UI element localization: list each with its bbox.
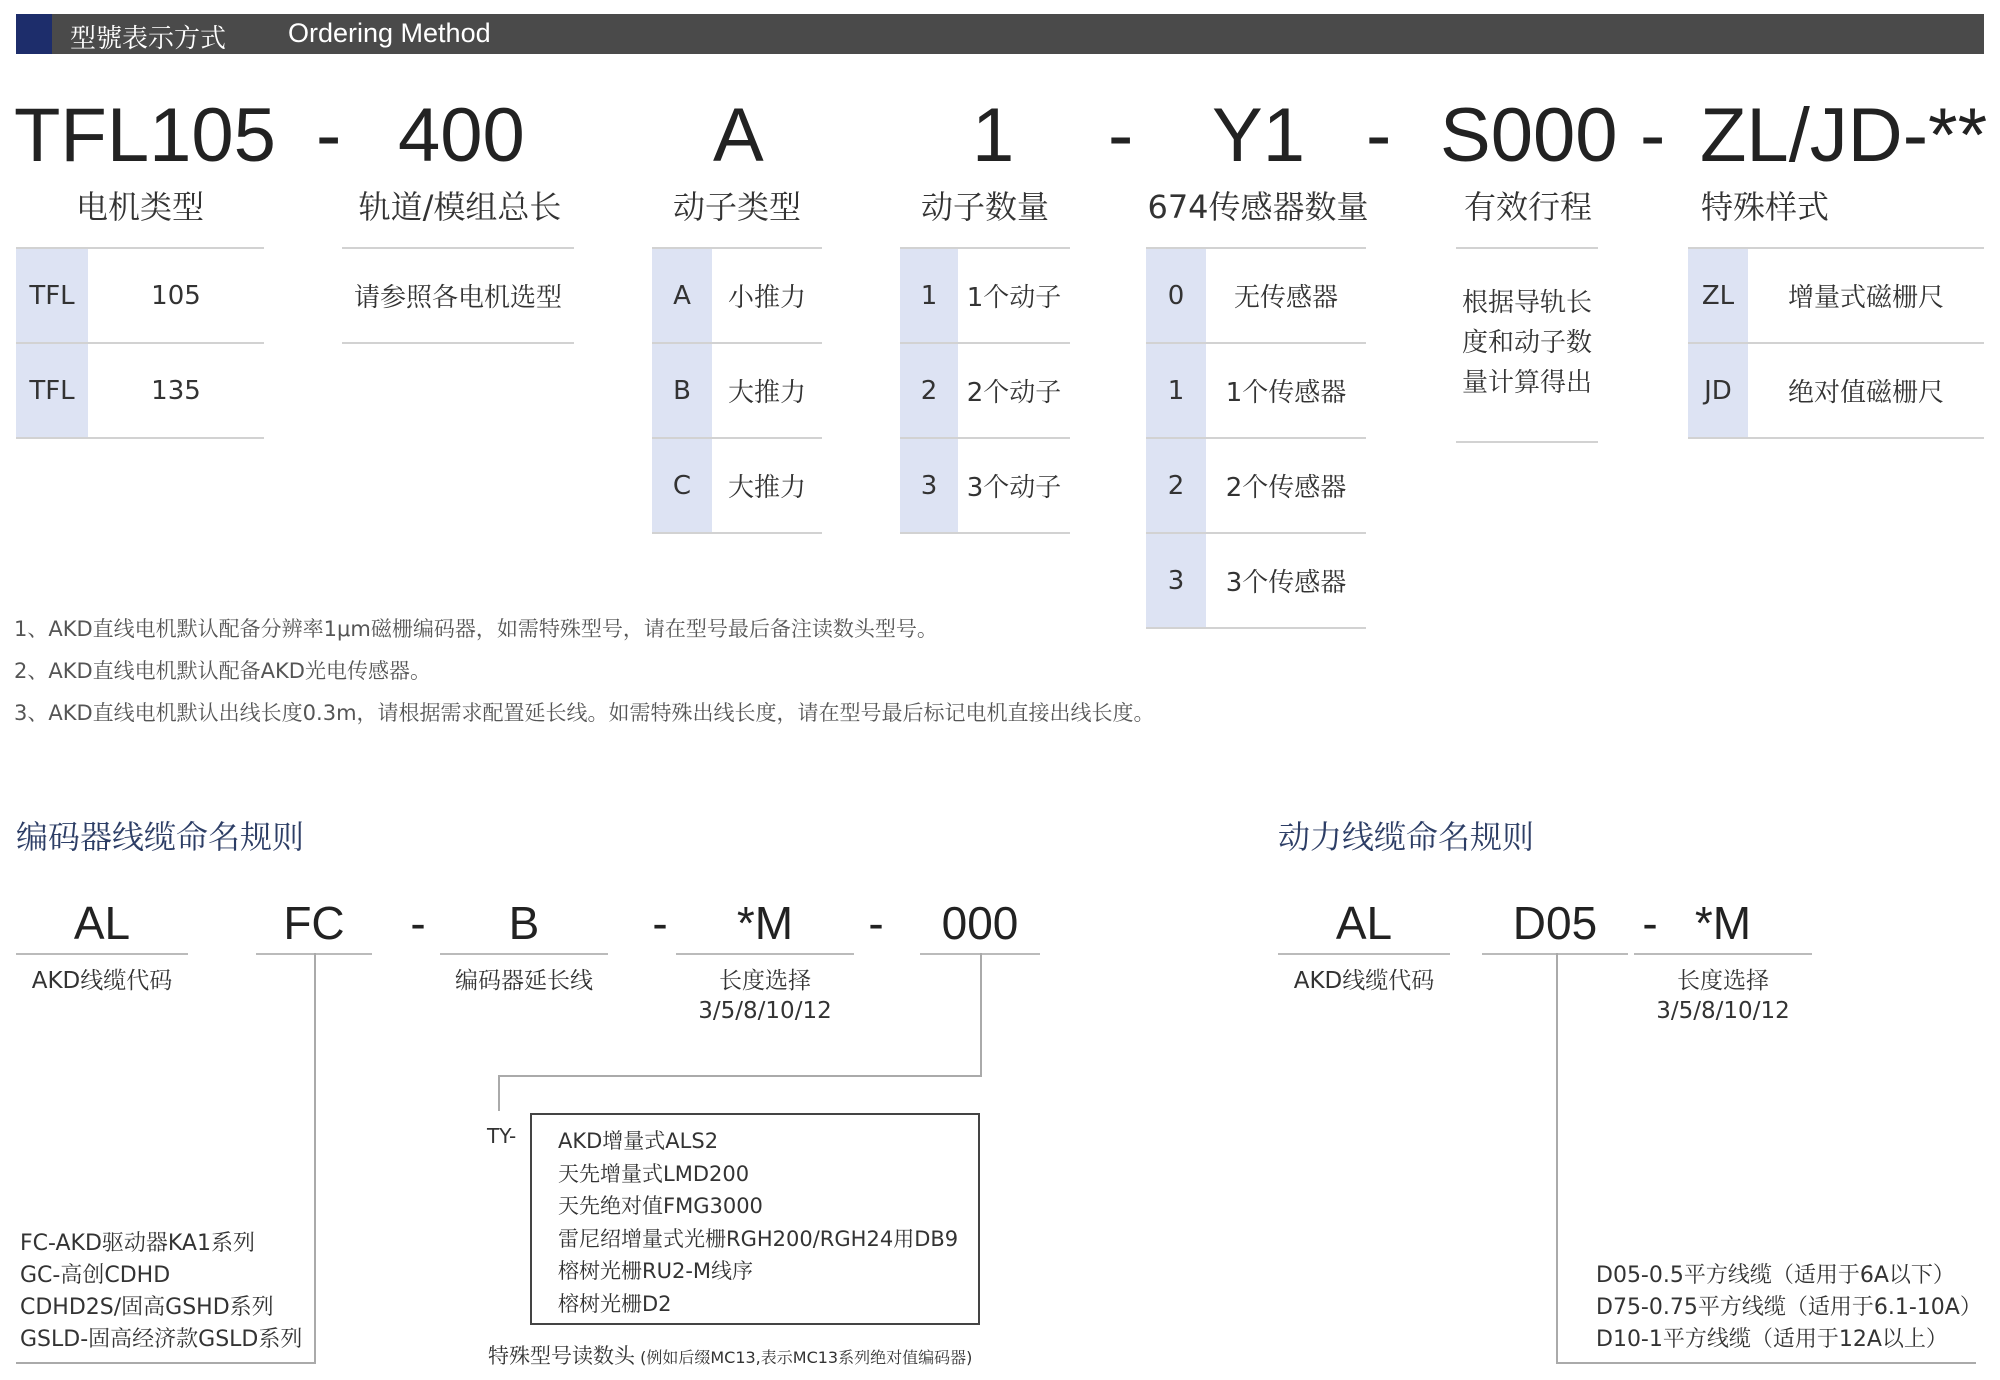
note-2: 2、AKD直线电机默认配备AKD光电传感器。 <box>14 659 431 683</box>
table-row <box>900 344 1070 439</box>
fc-options-list <box>20 1228 302 1356</box>
power-label-length: 长度选择 <box>1677 968 1769 994</box>
option-code: 3 <box>1146 534 1206 627</box>
encoder-code-dash: - <box>652 897 668 949</box>
table-row <box>16 344 264 439</box>
option-value: 大推力 <box>727 378 806 408</box>
encoder-code-fc: FC <box>283 897 345 949</box>
section-header-bar <box>16 14 1984 54</box>
list-item: GSLD-固高经济款GSLD系列 <box>20 1327 303 1352</box>
connector-line <box>314 953 316 1363</box>
stroke-note-line: 根据导轨长 <box>1461 288 1592 318</box>
encoder-label-b: 编码器延长线 <box>455 968 593 994</box>
header-title-zh: 型號表示方式 <box>70 24 227 54</box>
special-reader-example: (例如后缀MC13,表示MC13系列绝对值编码器) <box>640 1348 973 1367</box>
power-label-length-values: 3/5/8/10/12 <box>1656 998 1790 1024</box>
table-row <box>652 344 822 439</box>
encoder-code-dash: - <box>410 897 426 949</box>
encoder-code-al: AL <box>73 897 131 949</box>
label-mover-type: 动子类型 <box>672 188 801 226</box>
code-mover-type: A <box>713 93 764 178</box>
connector-line <box>1556 1362 1976 1364</box>
power-code-dash: - <box>1642 897 1658 949</box>
list-item: 榕树光栅D2 <box>558 1291 672 1316</box>
table-row <box>900 249 1070 344</box>
code-dash: - <box>1640 93 1666 178</box>
stroke-note-line: 度和动子数 <box>1461 328 1592 358</box>
option-value: 无传感器 <box>1233 283 1338 313</box>
encoder-code-reader: 000 <box>941 897 1019 949</box>
option-code: 2 <box>1146 439 1206 532</box>
table-motor-type <box>16 247 264 439</box>
code-rail-length: 400 <box>398 93 525 178</box>
option-code: A <box>652 249 712 342</box>
table-row <box>1688 344 1984 439</box>
underline <box>16 953 188 955</box>
d-options-list <box>1596 1260 1982 1356</box>
code-special: ZL/JD-** <box>1700 93 1988 178</box>
option-value: 105 <box>151 280 201 311</box>
encoder-code-dash: - <box>868 897 884 949</box>
encoder-code-b: B <box>508 897 540 949</box>
label-sensor-qty: 674传感器数量 <box>1147 188 1369 226</box>
rail-note: 请参照各电机选型 <box>342 249 574 344</box>
list-item: GC-高创CDHD <box>20 1263 171 1288</box>
table-row <box>16 249 264 344</box>
underline <box>676 953 854 955</box>
power-code-al: AL <box>1335 897 1393 949</box>
header-title-en: Ordering Method <box>288 18 491 48</box>
connector-line <box>1556 953 1558 1363</box>
option-value: 绝对值磁栅尺 <box>1787 378 1944 408</box>
option-value: 大推力 <box>727 473 806 503</box>
option-value: 1个传感器 <box>1225 378 1347 408</box>
connector-line <box>980 953 982 1077</box>
underline <box>1482 953 1628 955</box>
option-value: 1个动子 <box>966 283 1062 313</box>
list-item: 雷尼绍增量式光栅RGH200/RGH24用DB9 <box>558 1226 959 1251</box>
option-code: TFL <box>16 344 88 437</box>
table-row <box>1146 439 1366 534</box>
option-value: 135 <box>151 375 201 406</box>
option-code: 1 <box>900 249 958 342</box>
table-special <box>1688 247 1984 439</box>
connector-line <box>16 1362 316 1364</box>
power-code-d: D05 <box>1512 897 1598 949</box>
power-section-title: 动力线缆命名规则 <box>1278 818 1535 856</box>
underline <box>1278 953 1450 955</box>
option-value: 2个动子 <box>966 378 1062 408</box>
option-value: 增量式磁栅尺 <box>1787 283 1944 313</box>
option-code: C <box>652 439 712 532</box>
code-dash: - <box>1366 93 1392 178</box>
ty-options-list <box>558 1125 958 1320</box>
code-dash: - <box>1108 93 1134 178</box>
underline <box>440 953 608 955</box>
code-sensor: Y1 <box>1212 93 1305 178</box>
code-mover-qty: 1 <box>972 93 1015 178</box>
underline <box>1634 953 1812 955</box>
stroke-note <box>1456 249 1598 443</box>
list-item: D75-0.75平方线缆（适用于6.1-10A） <box>1596 1295 1982 1320</box>
option-value: 2个传感器 <box>1225 473 1347 503</box>
power-code-length: *M <box>1694 897 1752 949</box>
encoder-label-length-values: 3/5/8/10/12 <box>698 998 832 1024</box>
table-row <box>1146 249 1366 344</box>
option-value: 3个动子 <box>966 473 1062 503</box>
ty-options-box <box>530 1113 980 1325</box>
table-row <box>652 439 822 534</box>
list-item: 天先增量式LMD200 <box>558 1161 750 1186</box>
encoder-label-al: AKD线缆代码 <box>31 968 173 994</box>
table-row <box>1146 534 1366 629</box>
label-special: 特殊样式 <box>1700 188 1829 226</box>
option-code: 3 <box>900 439 958 532</box>
option-code: 1 <box>1146 344 1206 437</box>
table-sensor-qty <box>1146 247 1366 629</box>
special-reader-main: 特殊型号读数头 <box>488 1344 635 1368</box>
list-item: AKD增量式ALS2 <box>558 1129 719 1153</box>
option-code: B <box>652 344 712 437</box>
encoder-section-title: 编码器线缆命名规则 <box>16 818 305 856</box>
option-code: 0 <box>1146 249 1206 342</box>
connector-line <box>498 1075 500 1111</box>
list-item: 榕树光栅RU2-M线序 <box>558 1259 754 1283</box>
code-dash: - <box>316 93 342 178</box>
table-row <box>1688 249 1984 344</box>
option-code: ZL <box>1688 249 1748 342</box>
special-reader-note <box>488 1340 972 1370</box>
option-value: 小推力 <box>727 283 806 313</box>
ty-prefix: TY- <box>487 1124 517 1148</box>
option-code: JD <box>1688 344 1748 437</box>
table-row <box>652 249 822 344</box>
code-motor-type: TFL105 <box>14 93 276 178</box>
option-value: 3个传感器 <box>1225 568 1347 598</box>
stroke-note-line: 量计算得出 <box>1461 368 1592 398</box>
label-rail-length: 轨道/模组总长 <box>358 188 562 226</box>
label-mover-qty: 动子数量 <box>920 188 1049 226</box>
table-rail-length <box>342 247 574 344</box>
label-stroke: 有效行程 <box>1463 188 1592 226</box>
list-item: CDHD2S/固高GSHD系列 <box>20 1295 274 1320</box>
encoder-label-length: 长度选择 <box>719 968 811 994</box>
list-item: D10-1平方线缆（适用于12A以上） <box>1596 1327 1948 1352</box>
header-accent <box>16 14 52 54</box>
table-mover-type <box>652 247 822 534</box>
option-code: 2 <box>900 344 958 437</box>
note-1: 1、AKD直线电机默认配备分辨率1μm磁栅编码器，如需特殊型号，请在型号最后备注读数头型号。 <box>14 617 938 641</box>
table-mover-qty <box>900 247 1070 534</box>
code-stroke: S000 <box>1440 93 1618 178</box>
note-3: 3、AKD直线电机默认出线长度0.3m，请根据需求配置延长线。如需特殊出线长度，请在型号最后标记电机直接出线长度。 <box>14 701 1155 725</box>
table-row <box>900 439 1070 534</box>
table-stroke <box>1456 247 1598 443</box>
list-item: D05-0.5平方线缆（适用于6A以下） <box>1596 1263 1955 1288</box>
list-item: FC-AKD驱动器KA1系列 <box>20 1231 255 1256</box>
encoder-code-length: *M <box>736 897 794 949</box>
connector-line <box>498 1075 982 1077</box>
label-motor-type: 电机类型 <box>75 188 204 226</box>
list-item: 天先绝对值FMG3000 <box>558 1194 763 1218</box>
option-code: TFL <box>16 249 88 342</box>
table-row <box>1146 344 1366 439</box>
power-label-al: AKD线缆代码 <box>1293 968 1435 994</box>
